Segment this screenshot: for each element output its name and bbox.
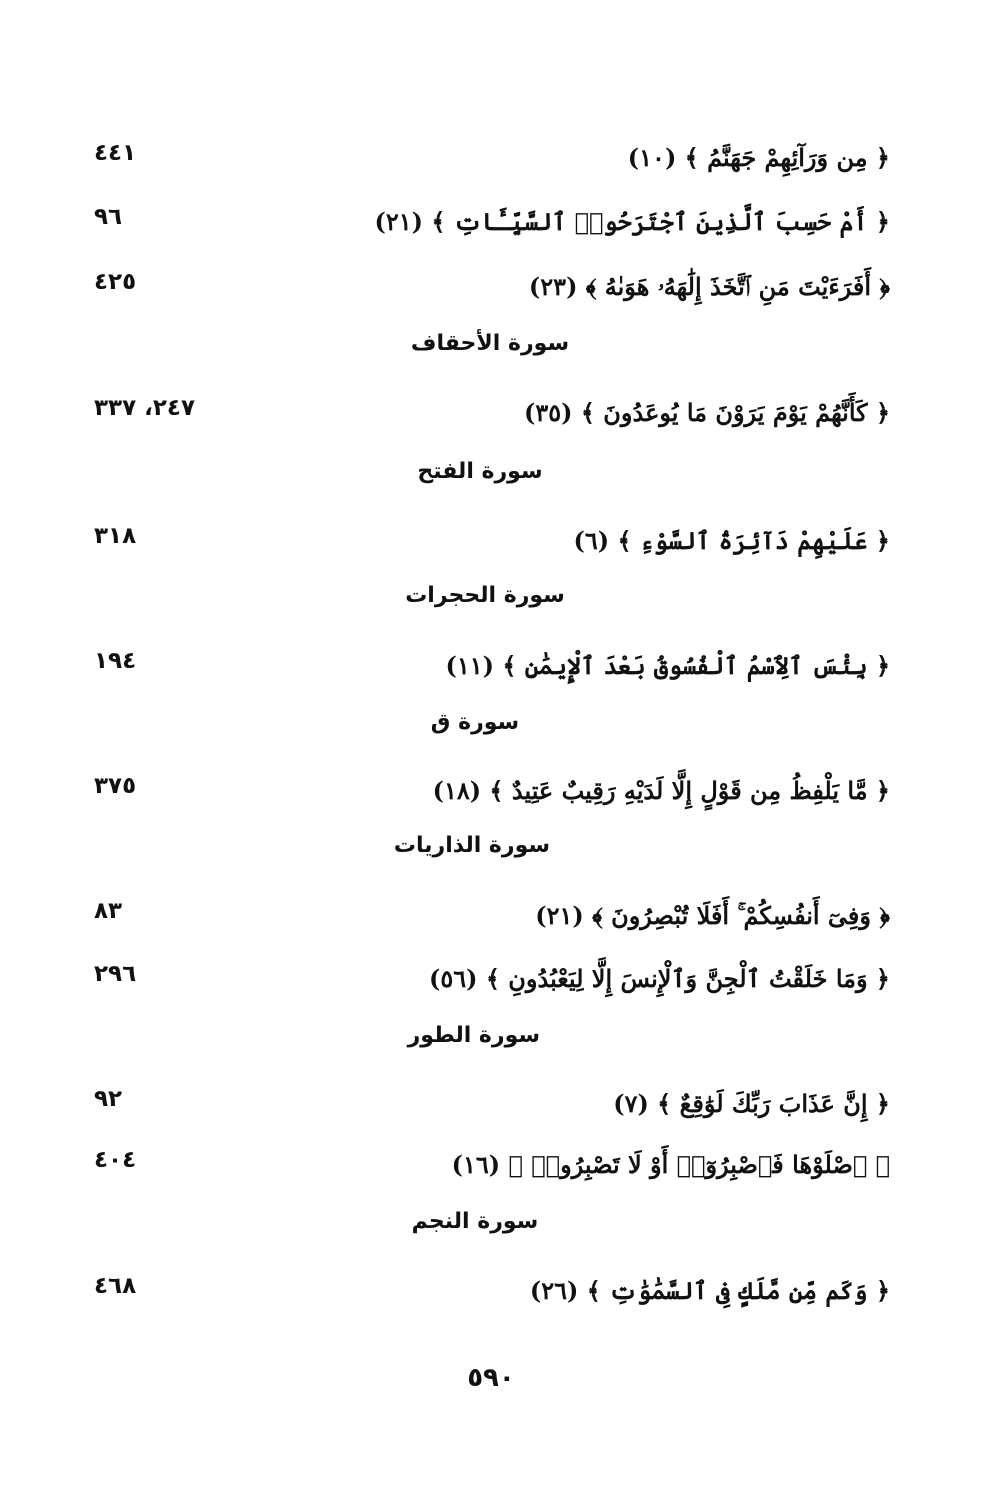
- verse-text: ﴿ بِئْسَ ٱلِٱسْمُ ٱلْفُسُوقُ بَعْدَ ٱلْإِيمَٰنِ ﴾ (١١): [445, 651, 890, 680]
- surah-heading: سورة الذاريات: [393, 833, 550, 858]
- page-reference: ٢٤٧، ٣٣٧: [94, 395, 195, 421]
- page-reference: ٣١٨: [94, 523, 137, 549]
- verse-text: ﴿ عَلَيْهِمْ دَآئِرَةُ ٱلسَّوْءِ ﴾ (٦): [573, 526, 890, 555]
- verse-entry: [70, 1266, 890, 1316]
- verse-text: ﴿ أَمْ حَسِبَ ٱلَّذِينَ ٱجْتَرَحُوا۟ ٱلسَّيِّـَٔاتِ ﴾ (٢١): [374, 207, 890, 236]
- surah-heading: سورة الحجرات: [405, 583, 565, 608]
- verse-entry: [70, 891, 890, 941]
- page-reference: ١٩٤: [94, 648, 137, 674]
- page-number: ٥٩٠: [467, 1363, 515, 1393]
- surah-heading: سورة النجم: [411, 1209, 539, 1234]
- verse-text: ﴿ مِن وَرَآئِهِمْ جَهَنَّمُ ﴾ (١٠): [627, 143, 890, 172]
- verse-text: ﴿ كَأَنَّهُمْ يَوْمَ يَرَوْنَ مَا يُوعَدُونَ ﴾ (٣٥): [523, 398, 890, 427]
- page-reference: ٩٢: [94, 1086, 123, 1112]
- verse-text: ﴿ وَكَم مِّن مَّلَكٍ فِى ٱلسَّمَٰوَٰتِ ﴾ (٢٦): [529, 1276, 890, 1305]
- verse-entry: [70, 388, 890, 438]
- page-reference: ٣٧٥: [94, 773, 137, 799]
- verse-text: ﴿ وَمَا خَلَقْتُ ٱلْجِنَّ وَٱلْإِنسَ إِلَّا لِيَعْبُدُونِ ﴾ (٥٦): [428, 964, 890, 993]
- page-reference: ٩٦: [94, 204, 123, 230]
- verse-entry: [70, 133, 890, 183]
- verse-text: ﴿ وَفِىٓ أَنفُسِكُمْ ۚ أَفَلَا تُبْصِرُونَ ﴾ (٢١): [535, 901, 890, 930]
- surah-heading: سورة الطور: [407, 1023, 540, 1048]
- page-reference: ٨٣: [94, 898, 123, 924]
- page-reference: ٤٠٤: [94, 1147, 137, 1173]
- verse-text: ﴿ مَّا يَلْفِظُ مِن قَوْلٍ إِلَّا لَدَيْهِ رَقِيبٌ عَتِيدٌ ﴾ (١٨): [432, 776, 890, 805]
- surah-heading: سورة الفتح: [417, 459, 543, 484]
- verse-entry: [70, 641, 890, 691]
- verse-text: ﴿ إِنَّ عَذَابَ رَبِّكَ لَوَٰقِعٌ ﴾ (٧): [613, 1089, 890, 1118]
- verse-entry: [70, 766, 890, 816]
- verse-entry: [70, 197, 890, 247]
- surah-heading: سورة ق: [430, 710, 520, 735]
- verse-entry: [70, 262, 890, 312]
- verse-text: ﴿ أَفَرَءَيْتَ مَنِ ٱتَّخَذَ إِلَٰهَهُۥ هَوَىٰهُ ﴾ (٢٣): [528, 272, 890, 301]
- page-reference: ٢٩٦: [94, 961, 137, 987]
- page-reference: ٤٤١: [94, 140, 137, 166]
- verse-text: ﴿ ٱصْلَوْهَا فَٱصْبِرُوٓا۟ أَوْ لَا تَصْبِرُوا۟ ﴾ (١٦): [451, 1150, 890, 1179]
- page-reference: ٤٦٨: [94, 1273, 137, 1299]
- surah-heading: سورة الأحقاف: [410, 331, 570, 356]
- verse-entry: [70, 1140, 890, 1190]
- page-reference: ٤٢٥: [94, 269, 137, 295]
- verse-entry: [70, 954, 890, 1004]
- verse-entry: [70, 516, 890, 566]
- verse-entry: [70, 1079, 890, 1129]
